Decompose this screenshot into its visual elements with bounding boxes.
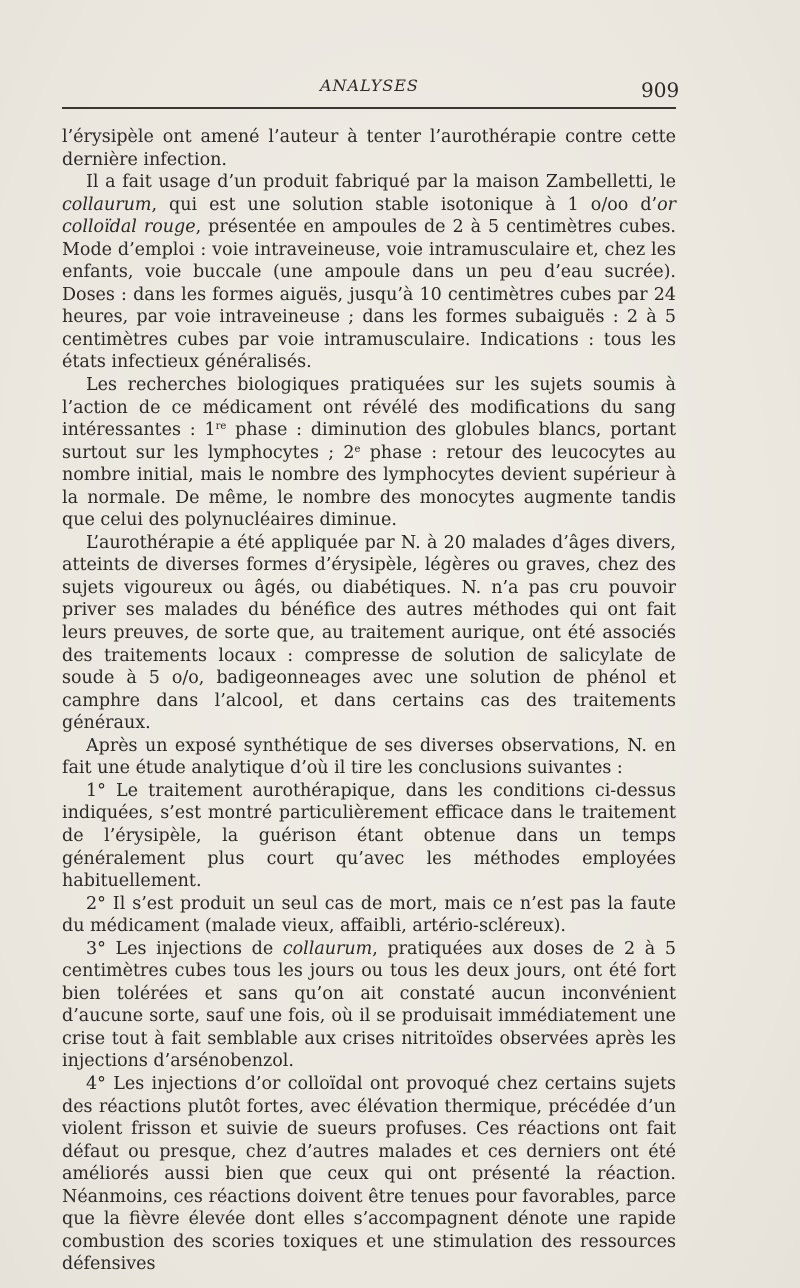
italic-term: or colloïdal rouge	[62, 194, 676, 238]
paragraph-2	[62, 171, 676, 374]
paragraph-3	[62, 374, 676, 532]
text-run: l’érysipèle ont amené l’auteur à tenter l’aurothérapie contre cette dernière infection.	[62, 127, 676, 170]
article-body	[62, 126, 676, 1276]
paragraph-6	[62, 780, 676, 893]
page-number: 909	[641, 78, 680, 102]
italic-term: collaurum	[282, 938, 373, 959]
paragraph-7	[62, 893, 676, 938]
running-title: ANALYSES	[320, 76, 419, 95]
text-run: phase : retour des leucocytes au nombre initial, mais le nombre des lymphocytes devient supérieur à la normale. De même, le nombre des monocytes augmente tandis que celui des polynucléaires diminue.	[62, 442, 676, 531]
paragraph-5	[62, 735, 676, 780]
italic-term: collaurum	[62, 194, 152, 215]
text-run: Les recherches biologiques pratiquées sur les sujets soumis à l’action de ce médicament ont révélé des modifications du sang intéressantes : 1	[62, 375, 676, 441]
running-head	[0, 76, 800, 106]
text-run: , pratiquées aux doses de 2 à 5 centimètres cubes tous les jours ou tous les deux jours, ont été fort bien tolérées et sans qu’on ait constaté aucun inconvénient d’aucune sorte, sauf une fois, où il se produisait immédiatement une crise tout à fait semblable aux crises nitritoïdes observées après les injections d’arsénobenzol.	[62, 938, 676, 1072]
text-run: 2° Il s’est produit un seul cas de mort, mais ce n’est pas la faute du médicament (malade vieux, affaibli, artério-scléreux).	[62, 893, 676, 937]
text-run: phase : diminution des globules blancs, portant surtout sur les lymphocytes ; 2	[62, 420, 676, 463]
text-run: 4° Les injections d’or colloïdal ont provoqué chez certains sujets des réactions plutôt fortes, avec élévation thermique, précédée d’un violent frisson et suivie de sueurs profuses. Ces réactions ont fait défaut ou presque, chez d’autres malades et ces derniers ont été améliorés aussi bien que ceux qui ont présenté la réaction. Néanmoins, ces réactions doivent être tenues pour favorables, parce que la fièvre élevée dont elles s’accompagnent dénote une rapide combustion des scories toxiques et une stimulation des ressources défensives	[62, 1073, 676, 1275]
paragraph-4	[62, 532, 676, 735]
text-run: , présentée en ampoules de 2 à 5 centimètres cubes. Mode d’emploi : voie intraveineuse, voie intramusculaire et, chez les enfants, voie buccale (une ampoule dans un peu d’eau sucrée). Doses : dans les formes aiguës, jusqu’à 10 centimètres cubes par 24 heures, par voie intraveineuse ; dans les formes subaiguës : 2 à 5 centimètres cubes par voie intramusculaire. Indications : tous les états infectieux généralisés.	[62, 217, 676, 373]
header-rule	[62, 107, 676, 109]
text-run: , qui est une solution stable isotonique à 1 o/oo d’	[151, 194, 658, 215]
text-run: Après un exposé synthétique de ses diverses observations, N. en fait une étude analytique d’où il tire les conclusions suivantes :	[62, 735, 676, 779]
ordinal-superscript: re	[215, 421, 227, 433]
ordinal-superscript: e	[354, 443, 361, 455]
paragraph-8	[62, 938, 676, 1073]
text-run: Il a fait usage d’un produit fabriqué par la maison Zambelletti, le	[86, 172, 676, 193]
text-run: L’aurothérapie a été appliquée par N. à 20 malades d’âges divers, atteints de diverses formes d’érysipèle, légères ou graves, chez des sujets vigoureux ou âgés, ou diabétiques. N. n’a pas cru pouvoir priver ses malades du bénéfice des autres méthodes qui ont fait leurs preuves, de sorte que, au traitement aurique, ont été associés des traitements locaux : compresse de solution de salicylate de soude à 5 o/o, badigeonneages avec une solution de phénol et camphre dans l’alcool, et dans certains cas des traitements généraux.	[62, 532, 676, 734]
paragraph-9	[62, 1073, 676, 1276]
text-run: 3° Les injections de	[86, 938, 283, 959]
text-run: 1° Le traitement aurothérapique, dans les conditions ci-dessus indiquées, s’est montré particulièrement efficace dans le traitement de l’érysipèle, la guérison étant obtenue dans un temps généralement plus court qu’avec les méthodes employées habituellement.	[62, 780, 676, 892]
paragraph-1	[62, 126, 676, 171]
